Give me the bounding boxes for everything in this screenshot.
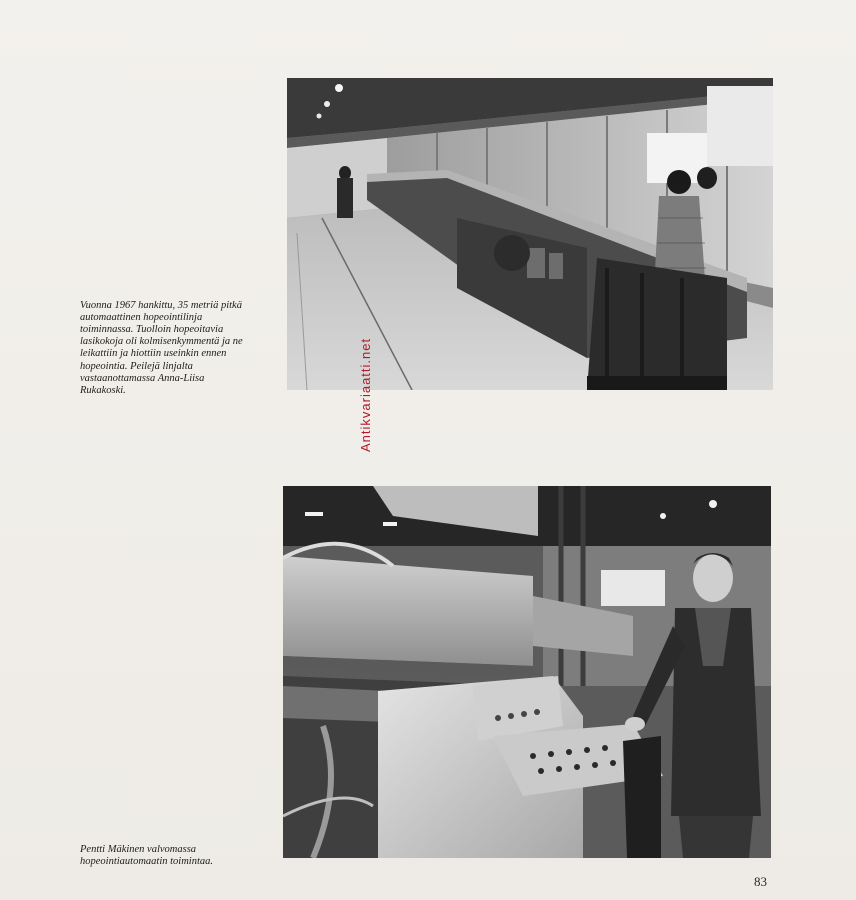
photo-caption-operator: Pentti Mäkinen valvomassa hopeointiautomaatin toimintaa.: [80, 843, 213, 867]
page-number: 83: [754, 874, 767, 889]
photo-caption-silvering-line: Vuonna 1967 hankittu, 35 metriä pitkä automaattinen hopeointilinja toiminnassa. Tuolloin hopeoitavia lasikokoja oli kolmisenkymmentä ja ne leikattiin ja hiottiin useinkin ennen hopeointia. Peilejä linjalta vastaanottamassa Anna-Liisa Rukakoski.: [80, 299, 243, 396]
photo-silvering-machine-operator: [283, 486, 771, 858]
watermark-text: Antikvariaatti.net: [358, 337, 373, 452]
